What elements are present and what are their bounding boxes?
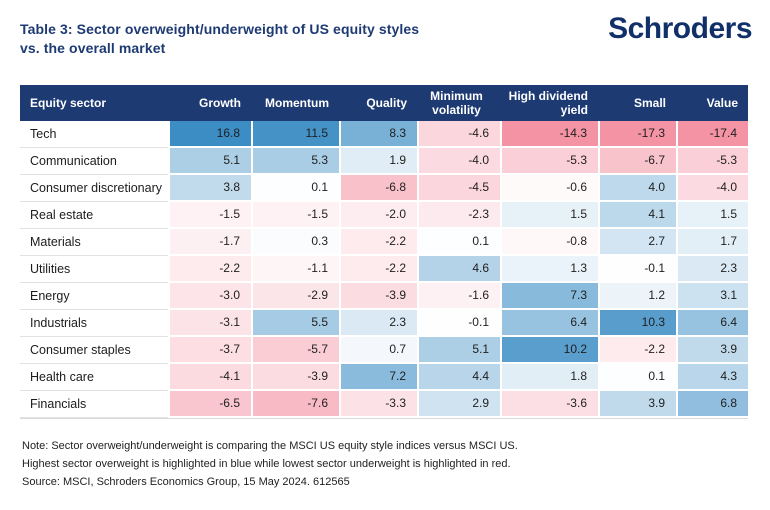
- value-cell: 2.7: [598, 229, 676, 256]
- value-cell: -0.1: [598, 256, 676, 283]
- value-cell: 6.4: [500, 310, 598, 337]
- value-cell: 10.2: [500, 337, 598, 364]
- sector-label: Consumer discretionary: [20, 175, 168, 202]
- value-cell: -2.3: [417, 202, 500, 229]
- value-cell: 1.5: [676, 202, 748, 229]
- value-cell: -0.6: [500, 175, 598, 202]
- value-cell: -6.8: [339, 175, 417, 202]
- note-line: Source: MSCI, Schroders Economics Group, 15 May 2024. 612565: [22, 476, 350, 488]
- value-cell: -3.9: [251, 364, 339, 391]
- value-cell: -6.5: [168, 391, 251, 418]
- value-cell: -5.3: [500, 148, 598, 175]
- value-cell: -2.2: [339, 229, 417, 256]
- sector-label: Tech: [20, 121, 168, 148]
- column-header-momentum: Momentum: [265, 96, 329, 110]
- table-row: [20, 364, 748, 391]
- value-cell: -14.3: [500, 121, 598, 148]
- table-row: [20, 148, 748, 175]
- sector-heatmap-table: [20, 85, 748, 419]
- value-cell: -4.5: [417, 175, 500, 202]
- value-cell: 4.6: [417, 256, 500, 283]
- value-cell: -1.1: [251, 256, 339, 283]
- table-row: [20, 337, 748, 364]
- value-cell: -0.1: [417, 310, 500, 337]
- table-body: [20, 121, 748, 418]
- value-cell: 3.9: [598, 391, 676, 418]
- value-cell: 0.7: [339, 337, 417, 364]
- page-title: [20, 20, 490, 58]
- value-cell: -3.0: [168, 283, 251, 310]
- column-header-value: Value: [706, 96, 738, 110]
- value-cell: -4.1: [168, 364, 251, 391]
- value-cell: 7.3: [500, 283, 598, 310]
- value-cell: 0.1: [598, 364, 676, 391]
- table-row: [20, 310, 748, 337]
- table-row: [20, 256, 748, 283]
- note-line: Highest sector overweight is highlighted in blue while lowest sector underweight is highlighted in red.: [22, 458, 511, 470]
- column-header-growth: Growth: [199, 96, 241, 110]
- value-cell: 4.0: [598, 175, 676, 202]
- value-cell: 5.1: [168, 148, 251, 175]
- table-row: [20, 283, 748, 310]
- value-cell: 4.4: [417, 364, 500, 391]
- value-cell: -1.5: [168, 202, 251, 229]
- table-header-row: [20, 85, 748, 121]
- value-cell: 3.1: [676, 283, 748, 310]
- value-cell: -2.2: [598, 337, 676, 364]
- value-cell: 3.9: [676, 337, 748, 364]
- sector-label: Consumer staples: [20, 337, 168, 364]
- column-header-quality: Quality: [366, 96, 407, 110]
- note-line: Note: Sector overweight/underweight is comparing the MSCI US equity style indices versus MSCI US.: [22, 440, 518, 452]
- value-cell: -3.3: [339, 391, 417, 418]
- value-cell: -5.3: [676, 148, 748, 175]
- value-cell: 1.3: [500, 256, 598, 283]
- value-cell: -4.0: [417, 148, 500, 175]
- value-cell: 6.4: [676, 310, 748, 337]
- value-cell: 4.1: [598, 202, 676, 229]
- value-cell: 1.5: [500, 202, 598, 229]
- value-cell: 1.9: [339, 148, 417, 175]
- column-header-equity-sector: Equity sector: [30, 96, 107, 110]
- value-cell: 3.8: [168, 175, 251, 202]
- value-cell: -6.7: [598, 148, 676, 175]
- value-cell: 5.5: [251, 310, 339, 337]
- value-cell: 7.2: [339, 364, 417, 391]
- value-cell: 4.3: [676, 364, 748, 391]
- page-title-line1: Table 3: Sector overweight/underweight of US equity styles: [20, 21, 420, 37]
- value-cell: 1.8: [500, 364, 598, 391]
- sector-label: Utilities: [20, 256, 168, 283]
- value-cell: 2.9: [417, 391, 500, 418]
- value-cell: 11.5: [251, 121, 339, 148]
- table-row: [20, 202, 748, 229]
- schroders-logo: Schroders: [608, 12, 752, 45]
- value-cell: -2.9: [251, 283, 339, 310]
- value-cell: -3.1: [168, 310, 251, 337]
- value-cell: -3.7: [168, 337, 251, 364]
- value-cell: -5.7: [251, 337, 339, 364]
- sector-label: Energy: [20, 283, 168, 310]
- value-cell: -17.4: [676, 121, 748, 148]
- value-cell: 10.3: [598, 310, 676, 337]
- value-cell: -3.6: [500, 391, 598, 418]
- table-row: [20, 175, 748, 202]
- sector-label: Financials: [20, 391, 168, 418]
- footnotes: [22, 437, 742, 491]
- value-cell: 8.3: [339, 121, 417, 148]
- column-header-high-dividend-yield: High dividend yield: [508, 89, 588, 117]
- value-cell: -3.9: [339, 283, 417, 310]
- value-cell: 0.3: [251, 229, 339, 256]
- value-cell: 6.8: [676, 391, 748, 418]
- sector-label: Materials: [20, 229, 168, 256]
- value-cell: 16.8: [168, 121, 251, 148]
- value-cell: 1.7: [676, 229, 748, 256]
- value-cell: -1.7: [168, 229, 251, 256]
- value-cell: -1.6: [417, 283, 500, 310]
- value-cell: -1.5: [251, 202, 339, 229]
- value-cell: 2.3: [339, 310, 417, 337]
- column-header-small: Small: [633, 96, 666, 110]
- value-cell: 0.1: [417, 229, 500, 256]
- table-row: [20, 391, 748, 418]
- sector-label: Health care: [20, 364, 168, 391]
- value-cell: 1.2: [598, 283, 676, 310]
- column-header-minimum-volatility: Minimum volatility: [430, 89, 483, 117]
- value-cell: -2.2: [168, 256, 251, 283]
- sector-label: Real estate: [20, 202, 168, 229]
- value-cell: -4.6: [417, 121, 500, 148]
- value-cell: -4.0: [676, 175, 748, 202]
- table-row: [20, 121, 748, 148]
- value-cell: -2.0: [339, 202, 417, 229]
- value-cell: -7.6: [251, 391, 339, 418]
- value-cell: -0.8: [500, 229, 598, 256]
- sector-label: Communication: [20, 148, 168, 175]
- value-cell: 5.3: [251, 148, 339, 175]
- value-cell: 0.1: [251, 175, 339, 202]
- sector-label: Industrials: [20, 310, 168, 337]
- value-cell: 2.3: [676, 256, 748, 283]
- page-title-line2: vs. the overall market: [20, 40, 166, 56]
- value-cell: 5.1: [417, 337, 500, 364]
- table-row: [20, 229, 748, 256]
- value-cell: -2.2: [339, 256, 417, 283]
- value-cell: -17.3: [598, 121, 676, 148]
